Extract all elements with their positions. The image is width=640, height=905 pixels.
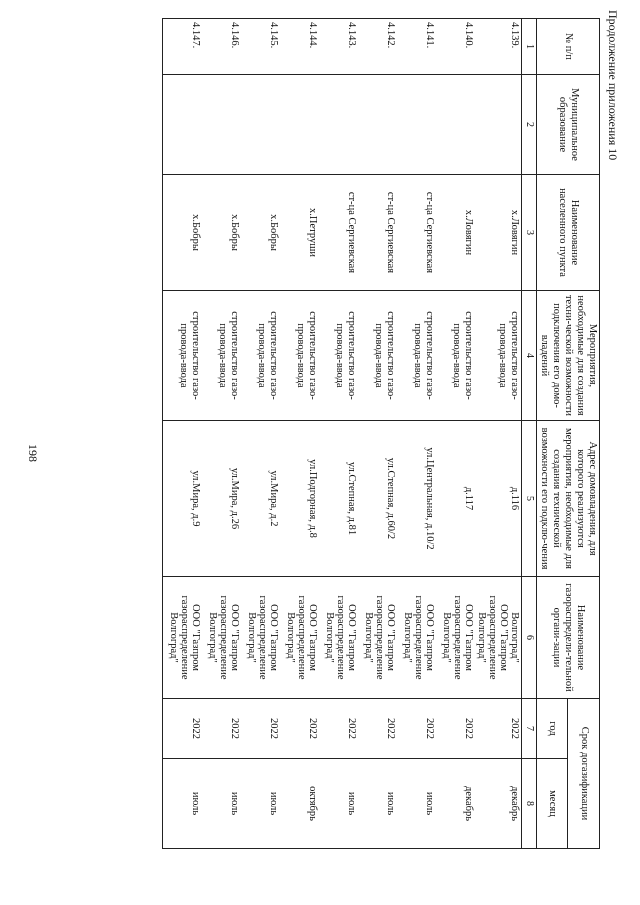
row-number: 4.140.: [436, 19, 475, 75]
measures-cell: строительство газо-провода-ввода: [280, 291, 319, 421]
year-cell: 2022: [397, 699, 436, 759]
measures-cell: строительство газо-провода-ввода: [241, 291, 280, 421]
settlement-cell: х.Ловягин: [475, 175, 522, 291]
address-cell: ул.Степная, д.60/2: [358, 421, 397, 577]
row-number: 4.147.: [163, 19, 203, 75]
year-cell: 2022: [475, 699, 522, 759]
table-row: [397, 19, 436, 849]
column-number: 8: [522, 759, 537, 849]
address-cell: ул.Подгорная, д.8: [280, 421, 319, 577]
table-row: [319, 19, 358, 849]
month-cell: июль: [397, 759, 436, 849]
address-cell: д.116: [475, 421, 522, 577]
table-body: [163, 19, 522, 849]
year-cell: 2022: [319, 699, 358, 759]
settlement-cell: х.Бобры: [202, 175, 241, 291]
org-cell: ООО "Газпром газораспределение Волгоград": [202, 577, 241, 699]
table-row: [280, 19, 319, 849]
column-number: 3: [522, 175, 537, 291]
settlement-cell: ст-ца Сергиевская: [397, 175, 436, 291]
settlement-cell: х.Бобры: [163, 175, 203, 291]
row-number: 4.144.: [280, 19, 319, 75]
address-cell: ул.Степная, д.81: [319, 421, 358, 577]
municipality-cell: [163, 75, 203, 175]
settlement-cell: х.Петруши: [280, 175, 319, 291]
org-cell: ООО "Газпром газораспределение Волгоград": [280, 577, 319, 699]
header-measures: Мероприятия, необходимые для создания техни-ческой возможности подключения его домо-владений: [536, 291, 599, 421]
month-cell: июль: [163, 759, 203, 849]
column-number: 5: [522, 421, 537, 577]
municipality-cell: [241, 75, 280, 175]
year-cell: 2022: [280, 699, 319, 759]
org-cell: ООО "Газпром газораспределение Волгоград": [319, 577, 358, 699]
header-month: месяц: [536, 759, 568, 849]
header-num: № п/п: [536, 19, 599, 75]
table-row: [475, 19, 522, 849]
year-cell: 2022: [202, 699, 241, 759]
municipality-cell: [319, 75, 358, 175]
settlement-cell: ст-ца Сергиевская: [358, 175, 397, 291]
org-cell: [475, 577, 522, 699]
year-cell: 2022: [163, 699, 203, 759]
table-row: [202, 19, 241, 849]
org-text: ООО "Газпром газораспределение Волгоград": [476, 595, 510, 680]
row-number: 4.143.: [319, 19, 358, 75]
table-row: [358, 19, 397, 849]
measures-cell: строительство газо-провода-ввода: [319, 291, 358, 421]
year-cell: 2022: [358, 699, 397, 759]
table-row: [436, 19, 475, 849]
org-cell: ООО "Газпром газораспределение Волгоград": [358, 577, 397, 699]
address-cell: ул.Мира, д.26: [202, 421, 241, 577]
address-cell: д.117: [436, 421, 475, 577]
row-number: 4.145.: [241, 19, 280, 75]
header-settlement: Наименование населенного пункта: [536, 175, 599, 291]
month-cell: октябрь: [280, 759, 319, 849]
settlement-cell: ст-ца Сергиевская: [319, 175, 358, 291]
year-cell: 2022: [436, 699, 475, 759]
month-cell: декабрь: [436, 759, 475, 849]
row-number: 4.142.: [358, 19, 397, 75]
org-cell: ООО "Газпром газораспределение Волгоград": [397, 577, 436, 699]
org-fragment: Волгоград": [509, 612, 521, 663]
column-number: 1: [522, 19, 537, 75]
header-org: Наименование газораспредели-тельной органи-зации: [536, 577, 599, 699]
month-cell: июль: [241, 759, 280, 849]
gasification-table: [162, 18, 600, 849]
column-number: 7: [522, 699, 537, 759]
municipality-cell: [280, 75, 319, 175]
row-number: 4.141.: [397, 19, 436, 75]
page-number: 198: [26, 444, 40, 462]
settlement-cell: х.Ловягин: [436, 175, 475, 291]
month-cell: декабрь: [475, 759, 522, 849]
address-cell: ул.Мира, д.2: [241, 421, 280, 577]
month-cell: июль: [358, 759, 397, 849]
header-year: год: [536, 699, 568, 759]
measures-cell: строительство газо-провода-ввода: [436, 291, 475, 421]
municipality-cell: [202, 75, 241, 175]
continuation-note: Продолжение приложения 10: [606, 10, 620, 161]
municipality-cell: [358, 75, 397, 175]
measures-cell: строительство газо-провода-ввода: [163, 291, 203, 421]
row-number: 4.146.: [202, 19, 241, 75]
table-row: [241, 19, 280, 849]
table-row: [163, 19, 203, 849]
municipality-cell: [397, 75, 436, 175]
header-municipality: Муниципальное образование: [536, 75, 599, 175]
measures-cell: строительство газо-провода-ввода: [358, 291, 397, 421]
municipality-cell: [475, 75, 522, 175]
municipality-cell: [436, 75, 475, 175]
month-cell: июль: [319, 759, 358, 849]
measures-cell: строительство газо-провода-ввода: [397, 291, 436, 421]
address-cell: ул.Центральная, д.10/2: [397, 421, 436, 577]
column-number: 2: [522, 75, 537, 175]
rotated-table-container: [60, 18, 600, 848]
header-address: Адрес домовладения, для которого реализуются мероприятия, необходимые для создания технической возможности его подклю-чения: [536, 421, 599, 577]
row-number: 4.139.: [475, 19, 522, 75]
month-cell: июль: [202, 759, 241, 849]
year-cell: 2022: [241, 699, 280, 759]
measures-cell: строительство газо-провода-ввода: [475, 291, 522, 421]
settlement-cell: х.Бобры: [241, 175, 280, 291]
org-cell: ООО "Газпром газораспределение Волгоград": [241, 577, 280, 699]
column-number: 4: [522, 291, 537, 421]
column-number: 6: [522, 577, 537, 699]
org-cell: ООО "Газпром газораспределение Волгоград": [163, 577, 203, 699]
header-deadline: Срок догазификации: [568, 699, 600, 849]
address-cell: ул.Мира, д.9: [163, 421, 203, 577]
org-cell: ООО "Газпром газораспределение Волгоград": [436, 577, 475, 699]
measures-cell: строительство газо-провода-ввода: [202, 291, 241, 421]
